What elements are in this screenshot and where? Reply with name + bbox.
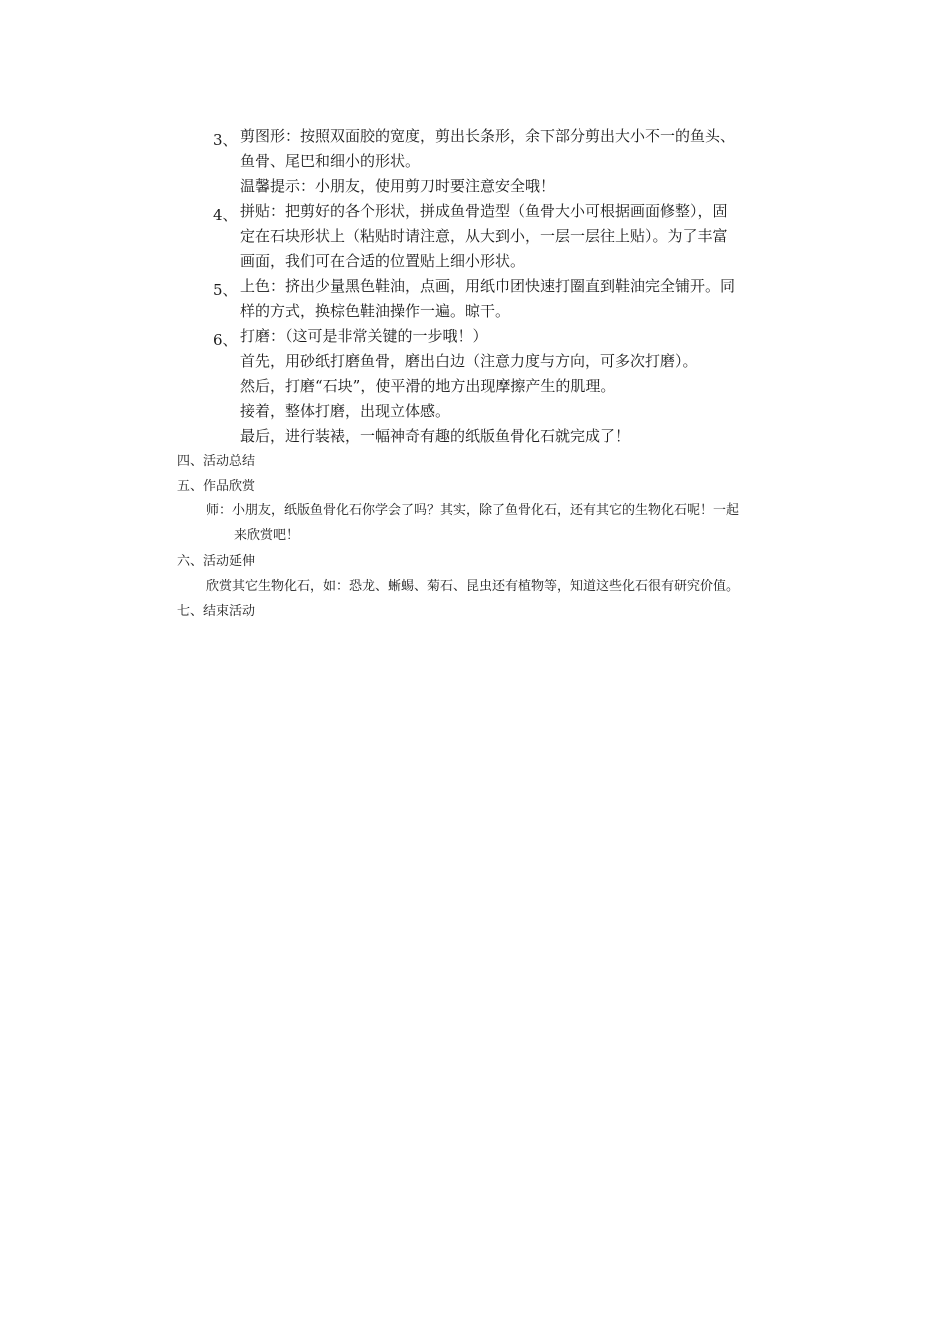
step-3-line-2: 鱼骨、尾巴和细小的形状。 [240, 152, 421, 170]
step-4-number: 4、 [213, 206, 238, 224]
step-5-number: 5、 [213, 281, 238, 299]
step-4-line-2: 定在石块形状上（粘贴时请注意，从大到小，一层一层往上贴）。为了丰富 [240, 227, 728, 245]
section-appreciation-heading: 五、作品欣赏 [177, 479, 256, 494]
step-6-line-2: 首先，用砂纸打磨鱼骨，磨出白边（注意力度与方向，可多次打磨）。 [240, 352, 698, 370]
appreciation-body-line-1: 师：小朋友，纸版鱼骨化石你学会了吗？其实，除了鱼骨化石，还有其它的生物化石呢！一起 [206, 503, 740, 518]
step-4-line-3: 画面，我们可在合适的位置贴上细小形状。 [240, 252, 526, 270]
section-extension-heading: 六、活动延伸 [177, 554, 256, 569]
step-6-line-1: 打磨：（这可是非常关键的一步哦！） [240, 327, 488, 345]
step-4-line-1: 拼贴：把剪好的各个形状，拼成鱼骨造型（鱼骨大小可根据画面修整），固 [240, 202, 728, 220]
step-5-line-1: 上色：挤出少量黑色鞋油，点画，用纸巾团快速打圈直到鞋油完全铺开。同 [240, 277, 736, 295]
appreciation-body-line-2: 来欣赏吧！ [234, 528, 300, 543]
step-6-line-3: 然后，打磨“石块”，使平滑的地方出现摩擦产生的肌理。 [240, 377, 616, 395]
step-3-line-1: 剪图形：按照双面胶的宽度，剪出长条形，余下部分剪出大小不一的鱼头、 [240, 127, 736, 145]
section-summary-heading: 四、活动总结 [177, 454, 256, 469]
section-end-heading: 七、结束活动 [177, 604, 256, 619]
step-6-line-4: 接着，整体打磨，出现立体感。 [240, 402, 451, 420]
step-6-number: 6、 [213, 331, 238, 349]
extension-body: 欣赏其它生物化石，如：恐龙、蜥蜴、菊石、昆虫还有植物等，知道这些化石很有研究价值。 [206, 579, 740, 594]
step-3-tip: 温馨提示：小朋友，使用剪刀时要注意安全哦！ [240, 177, 556, 195]
step-3-number: 3、 [213, 131, 238, 149]
step-5-line-2: 样的方式，换棕色鞋油操作一遍。晾干。 [240, 302, 511, 320]
step-6-line-5: 最后，进行装裱，一幅神奇有趣的纸版鱼骨化石就完成了！ [240, 427, 631, 445]
